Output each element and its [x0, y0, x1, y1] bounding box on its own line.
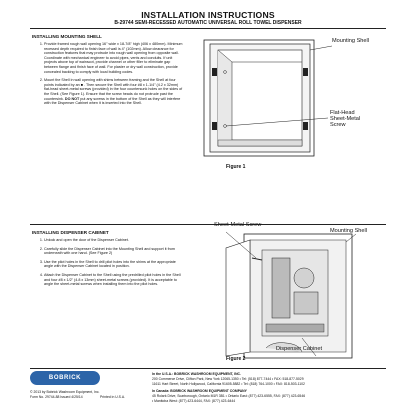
callout-dispenser-cabinet: Dispenser Cabinet [276, 346, 323, 352]
shim-marker-icon: ■ [80, 82, 83, 87]
page-footer [30, 368, 386, 408]
footer-printed: Printed in U.S.A. [100, 395, 126, 399]
bobrick-logo: BOBRICK [30, 371, 100, 385]
step2-part-a: Mount the Shell in wall opening with shims between framing and the Shell at four points indicated by an [44, 78, 176, 87]
callout-flat-head-screw: Flat-Head Sheet-Metal Screw [330, 110, 361, 128]
section1-step-2 [44, 78, 184, 106]
section1-steps [34, 42, 184, 110]
footer-canada-label: In Canada: BOBRICK WASHROOM EQUIPMENT COMPANY [152, 389, 247, 393]
step2-part-b: . Then secure the Shell with four #8 x 1-1/4" (4.2 x 32mm) flat-head sheet-metal screws (provided) in the four countersunk holes on the sides of the Shell. (See Figure 1). Ensure that the screw heads do not protrude past the countersink. [44, 82, 183, 101]
section-heading-mounting-shell: INSTALLING MOUNTING SHELL [32, 34, 102, 39]
section2-steps [34, 238, 184, 291]
section-heading-dispenser-cabinet: INSTALLING DISPENSER CABINET [32, 230, 109, 235]
section2-step-1: 1. Unlock and open the door of the Dispenser Cabinet. [44, 238, 184, 243]
step2-warning: DO NOT [64, 96, 80, 101]
footer-canada-line-1: 45 Rolark Drive, Scarborough, Ontario M1R 3B1 • Ontario East: (877) 423-6555, FAX: (877) 423-6546 [152, 394, 306, 398]
figure-1-label: Figure 1 [226, 164, 246, 170]
footer-canada-line-2: • Manitoba West: (877) 423-6444, FAX: (877) 423-6444 [152, 399, 236, 403]
instruction-page [30, 10, 386, 408]
section2-step-2: 2. Carefully slide the Dispenser Cabinet into the Mounting Shell and support it from underneath with one hand. (See Figure 2) [44, 247, 184, 256]
footer-rule [30, 368, 386, 369]
page-title: INSTALLATION INSTRUCTIONS [141, 10, 275, 20]
figure-1-mounting-shell-diagram [198, 36, 388, 160]
section2-step-3: 3. Use the pilot holes in the Shell to drill pilot holes into the shims at the appropriate angle with the Dispenser Cabinet located in position. [44, 260, 184, 269]
figure-2-dispenser-diagram [206, 228, 366, 362]
page-subtitle: B-29744 SEMI-RECESSED AUTOMATIC UNIVERSAL ROLL TOWEL DISPENSER [114, 20, 302, 26]
header-rule [30, 28, 386, 29]
section2-step-4: 4. Attach the Dispenser Cabinet to the Shell using the predrilled pilot holes in the Shell and four #8 x 1/2" (4.8 x 13mm) sheet-metal screws (provided). It is acceptable to angle the sheet-metal screws when installing them into the pilot holes. [44, 273, 184, 287]
callout-mounting-shell-2: Mounting Shell [330, 228, 368, 234]
figure-2-label: Figure 2 [226, 356, 246, 362]
callout-mounting-shell: Mounting Shell [332, 38, 370, 44]
section-rule [30, 224, 386, 225]
footer-us-line-1: 200 Commerce Drive, Clifton Park, New York 12065-1350 • Tel: (518) 877-7444 • FAX: 518-877-5029 [152, 377, 304, 381]
footer-us-line-2: 11611 Hart Street, North Hollywood, California 91605-5882 • Tel: (818) 764-1000 • FAX: 818-503-1102 [152, 382, 305, 386]
footer-copyright: © 2013 by Bobrick Washroom Equipment, Inc. [30, 390, 100, 394]
section1-step-1: 1. Provide framed rough wall opening 16" wide x 18-7/8" high (406 x 480mm). Minimum recessed depth required to finish face of wall is 4" (102mm). Allow clearance for construction features that may protrude into rough wall opening from opposite wall. Coordinate with mechanical engineer to avoid pipes, vents and conduits. If unit projects above top of wainscot, provide channel or other filler to eliminate gap between flange and finish face of wall. For plaster or dry wall construction, provide concealed backing to comply with local building codes. [44, 42, 184, 74]
step2-part-c: put any screws in the bottom of the Shell as they will interfere with the Dispenser Cabinet when it is inserted into the Shell. [44, 96, 181, 106]
callout-sheet-metal-screw: Sheet-Metal Screw [214, 222, 262, 228]
footer-us-label: In the U.S.A.: BOBRICK WASHROOM EQUIPMENT, INC. [152, 372, 241, 376]
footer-form-number: Form No. 29744-88 Issued 4/25/14 [30, 395, 83, 399]
